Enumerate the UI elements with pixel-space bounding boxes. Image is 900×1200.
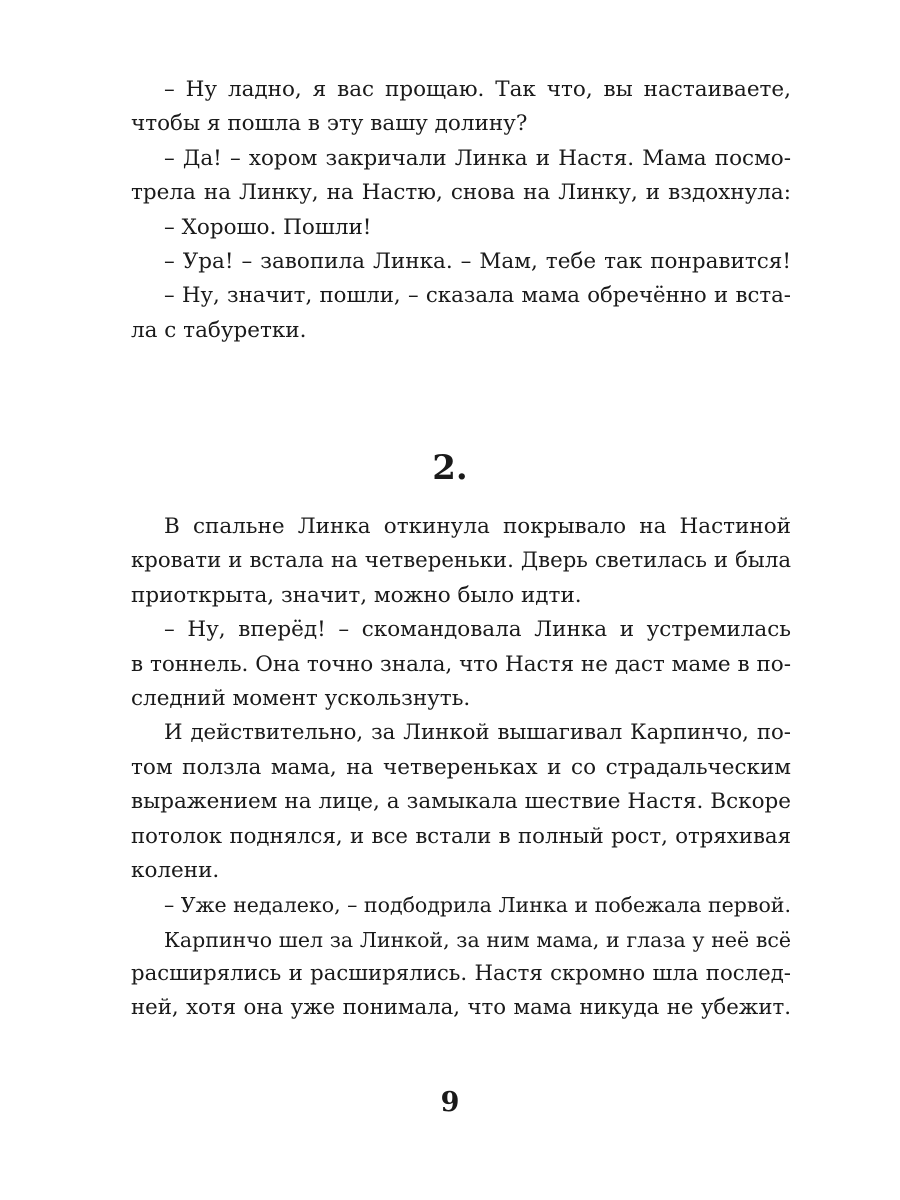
text-line: – Да! – хором закричали Линка и Настя. Мама посмо-	[164, 145, 791, 171]
text-line: – Ура! – завопила Линка. – Мам, тебе так понравится!	[164, 248, 791, 274]
text-line: Карпинчо шел за Линкой, за ним мама, и глаза у неё всё	[164, 927, 791, 952]
text-line: ла с табуретки.	[131, 317, 307, 343]
text-line: В спальне Линка откинула покрывало на Настиной	[164, 514, 791, 539]
text-line: выражением на лице, а замыкала шествие Настя. Вскоре	[131, 789, 791, 815]
text-line: – Ну, вперёд! – скомандовала Линка и устремилась	[164, 617, 791, 643]
text-line: чтобы я пошла в эту вашу долину?	[131, 111, 528, 137]
dialogue-section	[131, 73, 791, 348]
text-line: потолок поднялся, и все встали в полный рост, отряхивая	[131, 823, 791, 849]
text-line: кровати и встала на четвереньки. Дверь светилась и была	[131, 548, 791, 574]
text-line: – Уже недалеко, – подбодрила Линка и побежала первой.	[164, 893, 791, 918]
text-line: колени.	[131, 857, 220, 883]
text-line: И действительно, за Линкой вышагивал Карпинчо, по-	[164, 720, 791, 746]
text-line: приоткрыта, значит, можно было идти.	[131, 582, 582, 608]
text-line: – Хорошо. Пошли!	[164, 214, 372, 240]
page-number: 9	[440, 1087, 460, 1118]
chapter-heading: 2.	[432, 448, 468, 488]
chapter-body	[131, 510, 791, 1026]
text-line: – Ну, значит, пошли, – сказала мама обречённо и вста-	[164, 283, 791, 309]
text-line: следний момент ускользнуть.	[131, 685, 471, 711]
text-line: том ползла мама, на четвереньках и со страдальческим	[131, 754, 791, 780]
text-line: расширялись и расширялись. Настя скромно шла послед-	[131, 961, 791, 987]
text-line: ней, хотя она уже понимала, что мама никуда не убежит.	[131, 995, 791, 1021]
text-line: в тоннель. Она точно знала, что Настя не даст маме в по-	[131, 651, 791, 677]
text-line: – Ну ладно, я вас прощаю. Так что, вы настаиваете,	[164, 77, 791, 102]
text-line: трела на Линку, на Настю, снова на Линку, и вздохнула:	[131, 180, 791, 206]
